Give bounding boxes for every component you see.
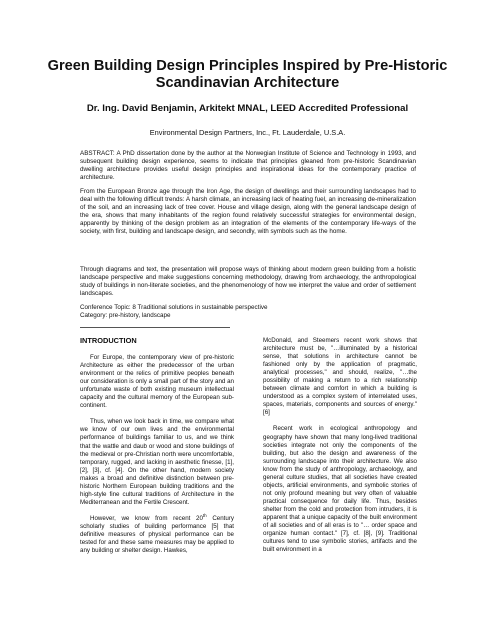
affiliation: Environmental Design Partners, Inc., Ft. Lauderdale, U.S.A. (149, 128, 346, 137)
right-paragraph-2: Recent work in ecological anthropology and geography have shown that many long-lived traditional societies integrate not only the components of the building, but also the design and awareness of the surrounding landscape into their architecture. We also know from the study of anthropology, archaeology, and general culture studies, that all societies have created objects, artificial environments, and symbolic stories of not only profound meaning but very often of valuable practical consequence for daily life. Thus, besides shelter from the cold and protection from intruders, it is apparent that a unique capacity of the built environment of all societies and of all eras is to "… order space and organize human contact." [7], cf. [8], [9]. Traditional cultures tend to use symbolic stories, artifacts and the built environment in a (263, 425, 417, 554)
summary-paragraph-3: Through diagrams and text, the presentation will propose ways of thinking about modern green building from a holistic landscape perspective and make suggestions concerning methodology, drawing from archaeology, the anthropological study of buildings in non-literate societies, and the phenomenology of how we interpret the value and order of settlement landscapes. (80, 266, 416, 298)
right-column (263, 337, 417, 617)
intro-paragraph-3 (80, 512, 234, 555)
abstract: ABSTRACT: A PhD dissertation done by the author at the Norwegian Institute of Science and Technology in 1993, and subsequent building design experience, seems to indicate that principles gleaned from pre-historic Scandinavian dwelling architecture provides useful design principles and inspirational ideas for the contemporary practice of architecture. (80, 150, 416, 182)
intro-paragraph-3-end: Century scholarly studies of building performance [5] that definitive measures of physical performance can be tested for and these same measures may be applied to any building or shelter design. Hawkes, (80, 514, 234, 555)
intro-paragraph-3-start: However, we know from recent 20 (90, 514, 203, 522)
superscript-th: th (202, 512, 207, 518)
section-divider (80, 327, 230, 328)
intro-heading: INTRODUCTION (80, 336, 137, 345)
conference-topic: Conference Topic: 8 Traditional solutions in sustainable perspective (80, 304, 268, 311)
intro-paragraph-1: For Europe, the contemporary view of pre-historic Architecture as either the predecessor of the urban environment or the relics of primitive peoples beneath our consideration is only a small part of the story and an unfortunate waste of both existing museum intellectual capacity and the cultural memory of the European sub-continent. (80, 354, 234, 410)
category: Category: pre-history, landscape (80, 312, 171, 320)
intro-paragraph-2: Thus, when we look back in time, we compare what we know of our own lives and the environmental performance of buildings familiar to us, and we think that the wattle and daub or wood and stone buildings of the medieval or pre-Christian north were uncomfortable, temporary, rugged, and lacking in aesthetic finesse, [1], [2], [3], cf. [4]. On the other hand, modern society makes a broad and definitive distinction between pre-historic Northern European building traditions and the high-style fine cultural traditions of Architecture in the Mediterranean and the Fertile Crescent. (80, 418, 234, 506)
right-paragraph-1: McDonald, and Steemers recent work shows that architecture must be, "…illuminated by a historical sense, that solutions in architecture cannot be fashioned only by the application of pragmatic, analytical processes," and should, realize, "…the possibility of making a return to a rich relationship between climate and comfort in which a building is understood as a complex system of interrelated uses, spaces, materials, components and sources of energy." [6] (263, 337, 417, 417)
conference-info (80, 304, 416, 320)
author-line: Dr. Ing. David Benjamin, Arkitekt MNAL, LEED Accredited Professional (86, 103, 409, 114)
summary-paragraph-2: From the European Bronze age through the Iron Age, the design of dwellings and their surrounding landscapes had to deal with the following difficult trends: A harsh climate, an increasing lack of heating fuel, an increasing de-mineralization of the soil, and an increasing lack of tree cover. House and village design, along with the general landscape design of the era, shows that many inhabitants of the region found relatively successful strategies for environmental design, apparently by thinking of the design problem as an integration of the elements of the contemporary life-ways of the society, with first, building and landscape design, and secondly, with symbols such as the home. (80, 188, 416, 236)
paper-title: Green Building Design Principles Inspired by Pre-Historic Scandinavian Architecture (47, 58, 448, 91)
left-column (80, 337, 234, 617)
